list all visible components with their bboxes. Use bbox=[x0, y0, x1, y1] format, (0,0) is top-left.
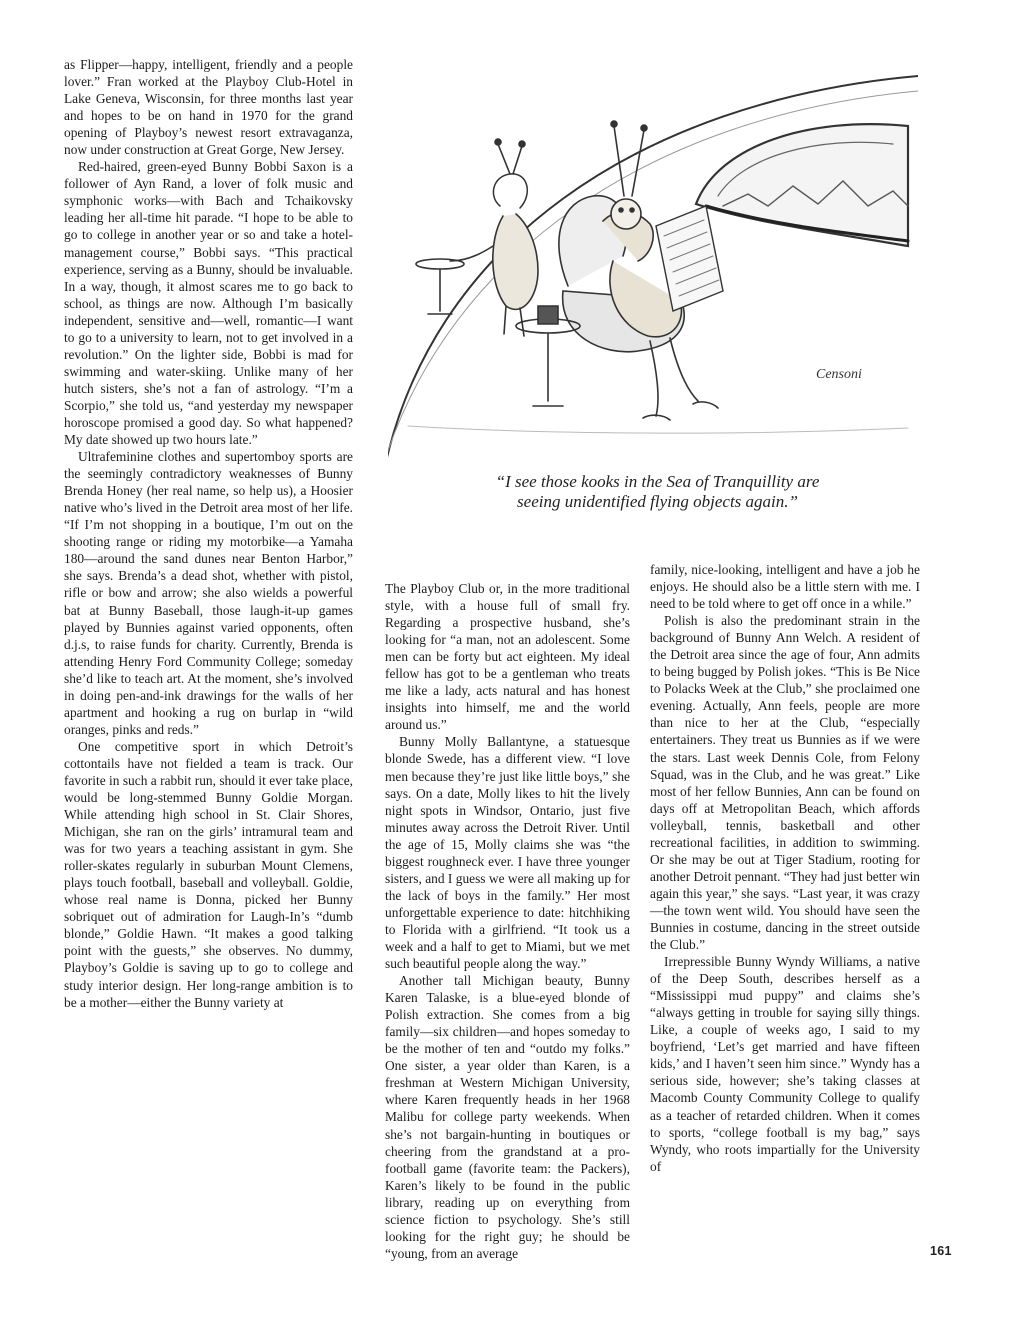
paragraph: family, nice-looking, intelligent and have a job he enjoys. He should also be a little stern with me. I need to be told where to get off once in a while.” bbox=[650, 562, 920, 612]
article-column-middle bbox=[385, 580, 630, 1262]
paragraph: Ultrafeminine clothes and supertomboy sports are the seemingly contradictory weaknesses of Bunny Brenda Honey (her real name, so help us), a Hoosier native who’s lived in the Detroit area most of her life. “If I’m not shopping in a boutique, I’m out on the shooting range or riding my motorbike—a Yamaha 180—around the sand dunes near Benton Harbor,” she says. Brenda’s a dead shot, whether with pistol, rifle or bow and arrow; she also wields a powerful bat at Bunny Baseball, those laugh-it-up games played by Bunnies against varied opponents, often d.j.s, to raise funds for charity. Currently, Brenda is attending Henry Ford Community College; someday she’d like to teach art. At the moment, she’s involved in doing pen-and-ink drawings for the walls of her apartment and hooking a rug on burlap in “wild oranges, pinks and reds.” bbox=[64, 449, 353, 737]
cartoon-signature: Censoni bbox=[816, 367, 862, 382]
paragraph: as Flipper—happy, intelligent, friendly and a people lover.” Fran worked at the Playboy Club-Hotel in Lake Geneva, Wisconsin, for three months last year and hopes to be on hand in 1970 for the grand opening of Playboy’s newest resort extravaganza, now under construction at Great Gorge, New Jersey. bbox=[64, 57, 353, 158]
paragraph: The Playboy Club or, in the more traditional style, with a house full of small fry. Regarding a prospective husband, she’s looking for “a man, not an adolescent. Some men can be forty but act eighteen. My ideal fellow has got to be a gentleman who treats me like a lady, acts natural and has honest insights into himself, me and the world around us.” bbox=[385, 581, 630, 733]
paragraph: One competitive sport in which Detroit’s cottontails have not fielded a team is track. Our favorite in such a rabbit run, should it ever take place, would be long-stemmed Bunny Goldie Morgan. While attending high school in St. Clair Shores, Michigan, she ran on the girls’ intramural team and was for two years a teaching assistant in gym. She roller-skates regularly in suburban Mount Clemens, plays touch football, baseball and volleyball. Goldie, whose real name is Donna, picked her Bunny sobriquet out of admiration for Laugh-In’s “dumb blonde,” Goldie Hawn. “It makes a good talking point with the guests,” she observes. No dummy, Playboy’s Goldie is saving up to go to college and study interior design. Her long-range ambition is to be a mother—either the Bunny variety at bbox=[64, 738, 353, 1010]
cartoon-caption bbox=[385, 472, 930, 512]
caption-line: “I see those kooks in the Sea of Tranquillity are bbox=[495, 472, 820, 491]
page-number: 161 bbox=[930, 1244, 952, 1258]
article-column-left bbox=[64, 56, 353, 1011]
cartoon-illustration bbox=[388, 56, 918, 476]
paragraph: Red-haired, green-eyed Bunny Bobbi Saxon is a follower of Ayn Rand, a lover of folk music and symphonic works—with Bach and Tchaikovsky leading her all-time hit parade. “I hope to be able to go to college in another year or so and take a hotel-management course,” Bobbi says. “This practical experience, serving as a Bunny, should be invaluable. In a way, though, it almost scares me to go back to school, as things are now. Although I’m basically independent, sensitive and—well, romantic—I want to go to a university to learn, not to get involved in a revolution.” On the lighter side, Bobbi is mad for swimming and water-skiing. Unlike many of her hutch sisters, she’s not a fan of astrology. “I’m a Scorpio,” she told us, “and yesterday my newspaper horoscope promised a good day. So what happened? My date showed up two hours late.” bbox=[64, 159, 353, 448]
paragraph: Polish is also the predominant strain in the background of Bunny Ann Welch. A resident of the Detroit area since the age of four, Ann admits to being bugged by Polish jokes. “This is Be Nice to Polacks Week at the Club,” she proclaimed one evening. Actually, Ann feels, people are more than nice to her at the Club, “especially entertainers. They treat us Bunnies as if we were the stars. Last week Dennis Cole, from Felony Squad, was in the Club, and he was great.” Like most of her fellow Bunnies, Ann can be found on days off at Metropolitan Beach, which affords volleyball, tennis, basketball and other recreational facilities, in addition to swimming. Or she may be out at Tiger Stadium, rooting for another Detroit pennant. “They had just better win again this year,” she says. “Last year, it was crazy—the town went wild. You should have seen the Bunnies in costume, dancing in the street outside the Club.” bbox=[650, 613, 920, 953]
caption-line: seeing unidentified flying objects again.” bbox=[517, 492, 798, 511]
paragraph: Bunny Molly Ballantyne, a statuesque blonde Swede, has a different view. “I love men because they’re just like little boys,” she says. On a date, Molly likes to hit the lively night spots in Windsor, Ontario, just five minutes away across the Detroit River. Until the age of 15, Molly claims she was “the biggest roughneck ever. I have three younger sisters, and I guess we were all making up for the lack of boys in the family.” Her most unforgettable experience to date: hitchhiking to Florida with a girlfriend. “It took us a week and a half to get to Miami, but we met such beautiful people along the way.” bbox=[385, 734, 630, 972]
paragraph: Irrepressible Bunny Wyndy Williams, a native of the Deep South, describes herself as a “Mississippi mud puppy” and claims she’s “always getting in trouble for saying silly things. Like, a couple of weeks ago, I said to my boyfriend, ‘Let’s get married and have fifteen kids,’ and I haven’t seen him since.” Wyndy has a serious side, however; she’s taking classes at Macomb County Community College to qualify as a teacher of retarded children. When it comes to sports, “college football is my bag,” says Wyndy, who roots impartially for the University of bbox=[650, 954, 920, 1174]
article-column-right bbox=[650, 561, 920, 1175]
paragraph: Another tall Michigan beauty, Bunny Karen Talaske, is a blue-eyed blonde of Polish extraction. She comes from a big family—six children—and hopes someday to be the mother of ten and “outdo my folks.” One sister, a year older than Karen, is a freshman at Western Michigan University, where Karen frequently heads in her 1968 Malibu for college party weekends. When she’s not bargain-hunting in boutiques or cheering from the grandstand at a pro-football game (favorite team: the Packers), Karen’s likely to be found in the public library, reading up on everything from science fiction to psychology. She’s still looking for the right guy; he should be “young, from an average bbox=[385, 973, 630, 1261]
